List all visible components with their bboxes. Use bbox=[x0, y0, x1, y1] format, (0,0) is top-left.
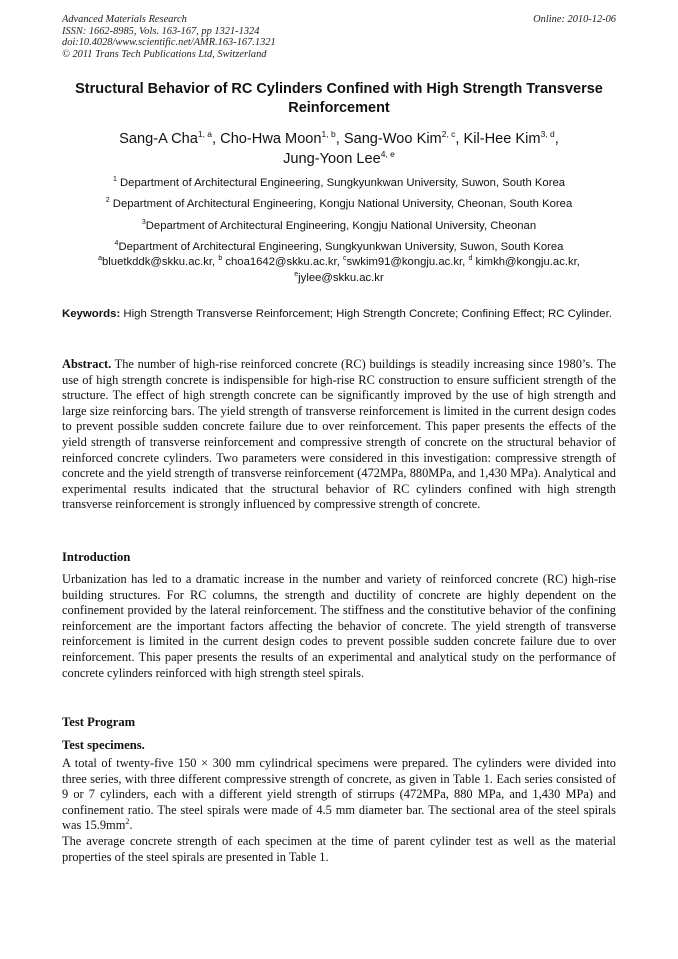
author-separator: , bbox=[212, 131, 221, 147]
email-list bbox=[62, 255, 616, 286]
affiliation-text: Department of Architectural Engineering, Sungkyunkwan University, Suwon, South Korea bbox=[116, 177, 566, 189]
test-specimens-paragraph bbox=[62, 756, 616, 834]
email-address: swkim91@kongju.ac.kr, bbox=[346, 256, 469, 268]
affiliation-text: Department of Architectural Engineering, Kongju National University, Cheonan bbox=[145, 220, 537, 232]
email-address: kimkh@kongju.ac.kr, bbox=[472, 256, 580, 268]
author-name: Cho-Hwa Moon bbox=[220, 131, 322, 147]
affiliation-number: 4 bbox=[114, 240, 119, 247]
author-name: Sang-Woo Kim bbox=[343, 131, 442, 147]
keywords-label: Keywords: bbox=[62, 308, 121, 320]
email-superscript: d bbox=[468, 255, 473, 262]
unit-superscript: 2 bbox=[125, 817, 130, 827]
copyright-line: © 2011 Trans Tech Publications Ltd, Switzerland bbox=[62, 48, 267, 60]
email-superscript: c bbox=[342, 255, 347, 262]
test-program-heading: Test Program bbox=[62, 715, 136, 729]
author-list bbox=[62, 129, 616, 169]
affiliation-number: 1 bbox=[112, 176, 117, 183]
author-superscript: 1, a bbox=[197, 129, 213, 139]
affiliation-number: 2 bbox=[105, 197, 110, 204]
author-superscript: 1, b bbox=[321, 129, 336, 139]
affiliation bbox=[62, 197, 616, 211]
journal-header bbox=[62, 14, 616, 60]
abstract-label: Abstract. bbox=[62, 357, 112, 371]
introduction-heading: Introduction bbox=[62, 550, 131, 564]
test-specimens-text-end: . bbox=[129, 818, 133, 833]
author-separator: , bbox=[455, 131, 464, 147]
author-name: Kil-Hee Kim bbox=[463, 131, 541, 147]
author-name: Jung-Yoon Lee bbox=[283, 151, 381, 167]
email-address: bluetkddk@skku.ac.kr, bbox=[102, 256, 219, 268]
affiliation-number: 3 bbox=[141, 219, 146, 226]
affiliation-text: Department of Architectural Engineering, Sungkyunkwan University, Suwon, South Korea bbox=[118, 241, 564, 253]
introduction-paragraph: Urbanization has led to a dramatic increase in the number and variety of reinforced concrete (RC) high-rise building structures. For RC columns, the strength and ductility of concrete are highly dependent on the confinement provided by the lateral reinforcement. The stiffness and the constitutive behavior of the confining reinforcement are the important factors affecting the behavior of concrete. The yield strength of transverse reinforcement is limited in the current design codes to prevent possible sudden concrete failure due to over reinforcement. This paper presents the results of an experimental and analytical study on the performance of concrete cylinders reinforced with high strength steel spirals. bbox=[62, 572, 616, 680]
test-specimens-text: A total of twenty-five 150 × 300 mm cylindrical specimens were prepared. The cylinders were divided into three series, with three different compressive strength of concrete, as given in Table 1. Each series consisted of 9 or 7 cylinders, each with a different yield strength of stirrups (472MPa, 880 MPa, and 1,430 MPa) and confinement ratio. The steel spirals were made of 4.5 mm diameter bar. The sectional area of the steel spirals was 15.9mm bbox=[62, 756, 616, 833]
doi-line: doi:10.4028/www.scientific.net/AMR.163-167.1321 bbox=[62, 37, 276, 49]
abstract-text: The number of high-rise reinforced concrete (RC) buildings is steadily increasing since 1980’s. The use of high strength concrete is indispensible for high-rise RC construction to ensure sufficient strength of the structure. The effect of high strength concrete can be significantly improved by the use of high strength and large size reinforcing bars. The yield strength of transverse reinforcement is limited in the current design codes to prevent possible sudden concrete failure due to over reinforcement. This paper presents the effects of the yield strength of transverse reinforcement and compressive strength of concrete on the structural behavior of reinforced concrete cylinders. Two parameters were considered in this investigation: compressive strength of concrete and the yield strength of transverse reinforcement (472MPa, 880MPa, and 1,430 MPa). Analytical and experimental results indicated that the structural behavior of RC cylinders confined with high strength transverse reinforcement is strongly influenced by compressive strength of concrete. bbox=[62, 357, 616, 512]
abstract-block bbox=[62, 357, 616, 513]
affiliation bbox=[62, 240, 616, 254]
journal-name: Advanced Materials Research bbox=[62, 14, 187, 25]
email-superscript: e bbox=[294, 270, 299, 278]
email-address: choa1642@skku.ac.kr, bbox=[222, 256, 343, 268]
email-superscript: a bbox=[98, 255, 102, 262]
affiliation bbox=[62, 219, 616, 233]
issn-line: ISSN: 1662-8985, Vols. 163-167, pp 1321-1324 bbox=[62, 25, 260, 37]
paper-title: Structural Behavior of RC Cylinders Confined with High Strength Transverse Reinforcement bbox=[75, 81, 603, 116]
test-specimens-paragraph-2: The average concrete strength of each specimen at the time of parent cylinder test as well as the material properties of the steel spirals are presented in Table 1. bbox=[62, 834, 616, 864]
author-superscript: 2, c bbox=[441, 129, 456, 139]
keywords-text: High Strength Transverse Reinforcement; High Strength Concrete; Confining Effect; RC Cylinder. bbox=[120, 308, 612, 320]
author-separator: , bbox=[335, 131, 344, 147]
author-name: Sang-A Cha bbox=[119, 131, 198, 147]
author-superscript: 3, d bbox=[540, 129, 555, 139]
test-specimens-subheading: Test specimens. bbox=[62, 738, 145, 752]
affiliation-text: Department of Architectural Engineering, Kongju National University, Cheonan, South Korea bbox=[109, 198, 573, 210]
email-superscript: b bbox=[218, 255, 223, 262]
affiliation bbox=[62, 176, 616, 190]
author-superscript: 4, e bbox=[380, 149, 395, 159]
online-date: Online: 2010-12-06 bbox=[533, 14, 616, 25]
keywords-block bbox=[62, 307, 616, 322]
author-separator: , bbox=[554, 131, 559, 147]
email-address: jylee@skku.ac.kr bbox=[298, 271, 384, 284]
